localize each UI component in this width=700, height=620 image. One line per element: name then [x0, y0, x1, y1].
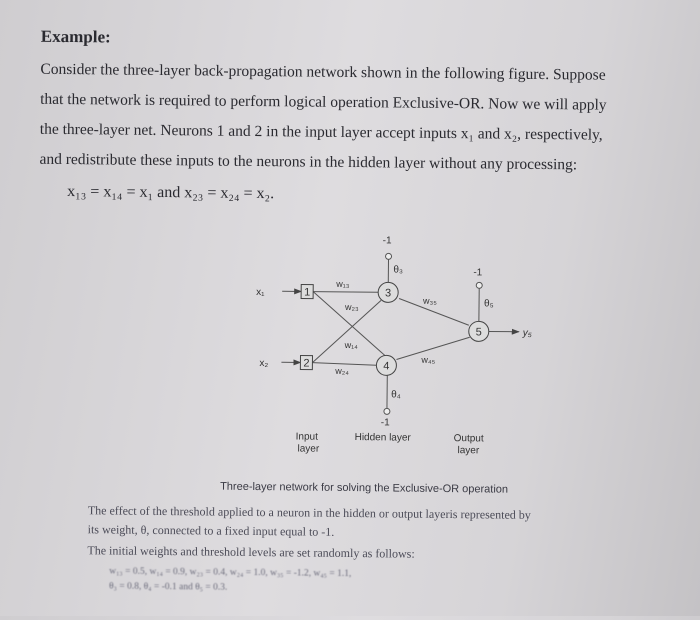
edge-1-3: [313, 292, 378, 293]
threshold-note: its weight, θ, connected to a fixed input equal to -1.: [88, 522, 335, 540]
input-x1-label: x₁: [256, 287, 265, 298]
figure-caption: Three-layer network for solving the Exclusive-OR operation: [220, 481, 508, 496]
weight-label: w₂₄: [334, 366, 349, 376]
threshold-note: The effect of the threshold applied to a neuron in the hidden or output layeris represented by: [88, 503, 531, 523]
neuron-label: 2: [303, 358, 309, 370]
input-layer-label: Input: [296, 431, 319, 442]
output-layer-label: Output: [454, 433, 484, 444]
input-x2-label: x₂: [259, 358, 268, 369]
paragraph-line: Consider the three-layer back-propagation network shown in the following figure. Suppose: [40, 55, 670, 92]
weight-label: w₂₃: [344, 302, 359, 312]
output-y5-label: y₅: [522, 328, 532, 339]
bias-node-3: [386, 253, 392, 259]
hidden-layer-label: Hidden layer: [355, 432, 412, 444]
problem-paragraph: [39, 55, 670, 182]
bias-value-label: -1: [473, 267, 482, 278]
weight-label: w₄₅: [420, 355, 435, 365]
bias-value-label: -1: [383, 235, 392, 246]
threshold-note: The initial weights and threshold levels are set randomly as follows:: [87, 543, 414, 561]
neuron-label: 1: [304, 287, 310, 299]
network-diagram: [248, 224, 550, 467]
initial-thresholds: θ₃ = 0.8, θ₄ = -0.1 and θ₅ = 0.3.: [109, 581, 227, 592]
output-layer-label: layer: [457, 445, 479, 456]
neuron-label: 4: [383, 360, 389, 372]
bias-node-4: [384, 408, 390, 414]
paragraph-line: the three-layer net. Neurons 1 and 2 in the input layer accept inputs x₁ and x₂, respectively,: [40, 115, 670, 152]
weight-label: w₃₅: [422, 296, 437, 306]
theta-label: θ₄: [391, 389, 401, 400]
paragraph-line: that the network is required to perform logical operation Exclusive-OR. Now we will apply: [40, 85, 670, 122]
initial-weights: w₁₃ = 0.5, w₁₄ = 0.9, w₂₃ = 0.4, w₂₄ = 1.0, w₃₅ = -1.2, w₄₅ = 1.1,: [109, 566, 351, 579]
edge-2-4: [312, 363, 376, 366]
neuron-label: 3: [385, 287, 391, 299]
paragraph-line: and redistribute these inputs to the neurons in the hidden layer without any processing:: [39, 145, 669, 182]
example-heading: Example:: [41, 27, 111, 48]
input-layer-label: layer: [297, 443, 319, 454]
weight-label: w₁₃: [335, 279, 350, 289]
theta-label: θ₅: [484, 298, 494, 309]
neuron-label: 5: [476, 326, 482, 338]
theta-label: θ₃: [393, 264, 403, 275]
weight-label: w₁₄: [344, 340, 359, 350]
input-equation: x₁₃ = x₁₄ = x₁ and x₂₃ = x₂₄ = x₂.: [67, 183, 274, 203]
bias-value-label: -1: [381, 417, 390, 428]
bias-node-5: [476, 282, 482, 288]
